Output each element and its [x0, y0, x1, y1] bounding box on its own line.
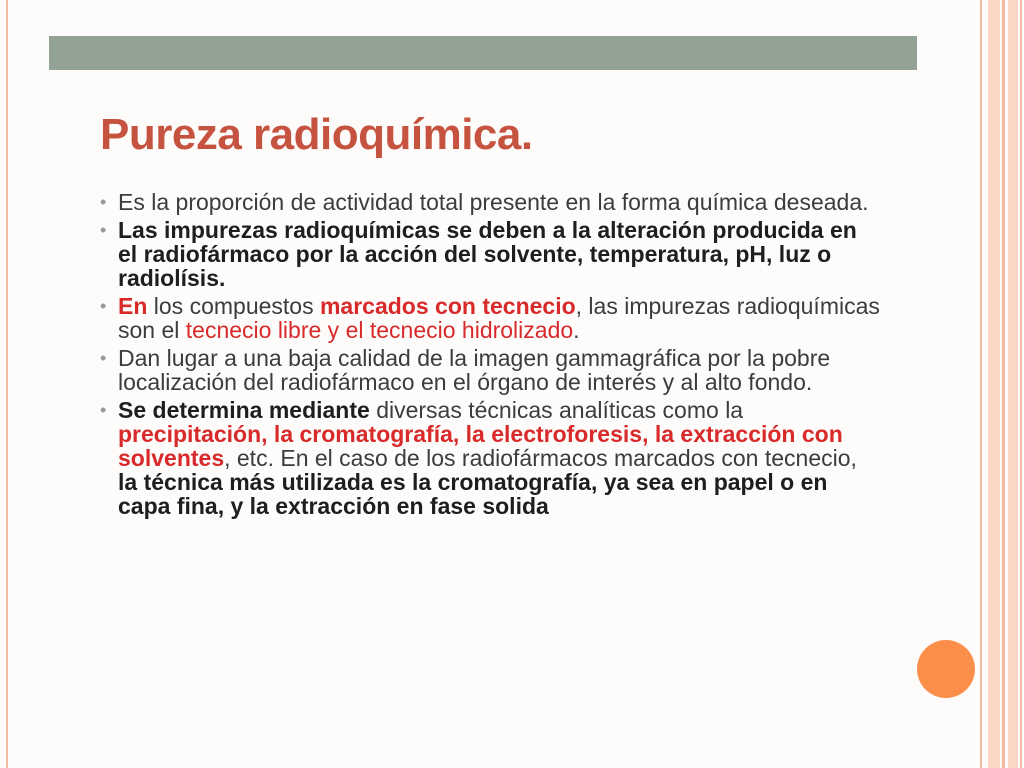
- decorative-circle: [917, 640, 975, 698]
- right-decorative-stripes: [980, 0, 1024, 768]
- text-segment: Las impurezas radioquímicas se deben a la alteración producida en el radiofármaco por la acción del solvente, temperatura, pH, luz o radiolísis.: [118, 217, 857, 291]
- text-segment: Dan lugar a una baja calidad de la imagen gammagráfica por la pobre localización del radiofármaco en el órgano de interés y al alto fondo.: [118, 345, 831, 395]
- text-segment: tecnecio libre y el tecnecio hidrolizado: [185, 317, 574, 343]
- text-segment: En: [118, 293, 148, 319]
- text-segment: la técnica más utilizada es la cromatografía, ya sea en papel o en capa fina, y la extracción en fase solida: [118, 469, 828, 519]
- bullet-list: [100, 190, 880, 522]
- bullet-item: [100, 294, 880, 342]
- text-segment: los compuestos: [147, 293, 320, 319]
- text-segment: diversas técnicas analíticas como la: [369, 397, 744, 423]
- bullet-item: [100, 346, 880, 394]
- bullet-item: [100, 190, 880, 214]
- left-decorative-line: [6, 0, 8, 768]
- text-segment: marcados con tecnecio: [319, 293, 576, 319]
- slide-title: Pureza radioquímica.: [100, 110, 533, 159]
- stripe-1: [980, 0, 982, 768]
- bullet-item: [100, 398, 880, 518]
- stripe-3: [1002, 0, 1005, 768]
- stripe-2: [988, 0, 1000, 768]
- text-segment: precipitación, la cromatografía, la electroforesis, la extracción con solventes: [118, 421, 843, 471]
- stripe-5: [1020, 0, 1022, 768]
- text-segment: Se determina mediante: [118, 397, 370, 423]
- bullet-item: [100, 218, 880, 290]
- text-segment: , las impurezas radioquímicas son el: [118, 293, 880, 343]
- header-bar: [49, 36, 917, 70]
- text-segment: .: [573, 317, 580, 343]
- text-segment: Es la proporción de actividad total presente en la forma química deseada.: [118, 189, 869, 215]
- stripe-4: [1008, 0, 1018, 768]
- text-segment: , etc. En el caso de los radiofármacos marcados con tecnecio,: [224, 445, 857, 471]
